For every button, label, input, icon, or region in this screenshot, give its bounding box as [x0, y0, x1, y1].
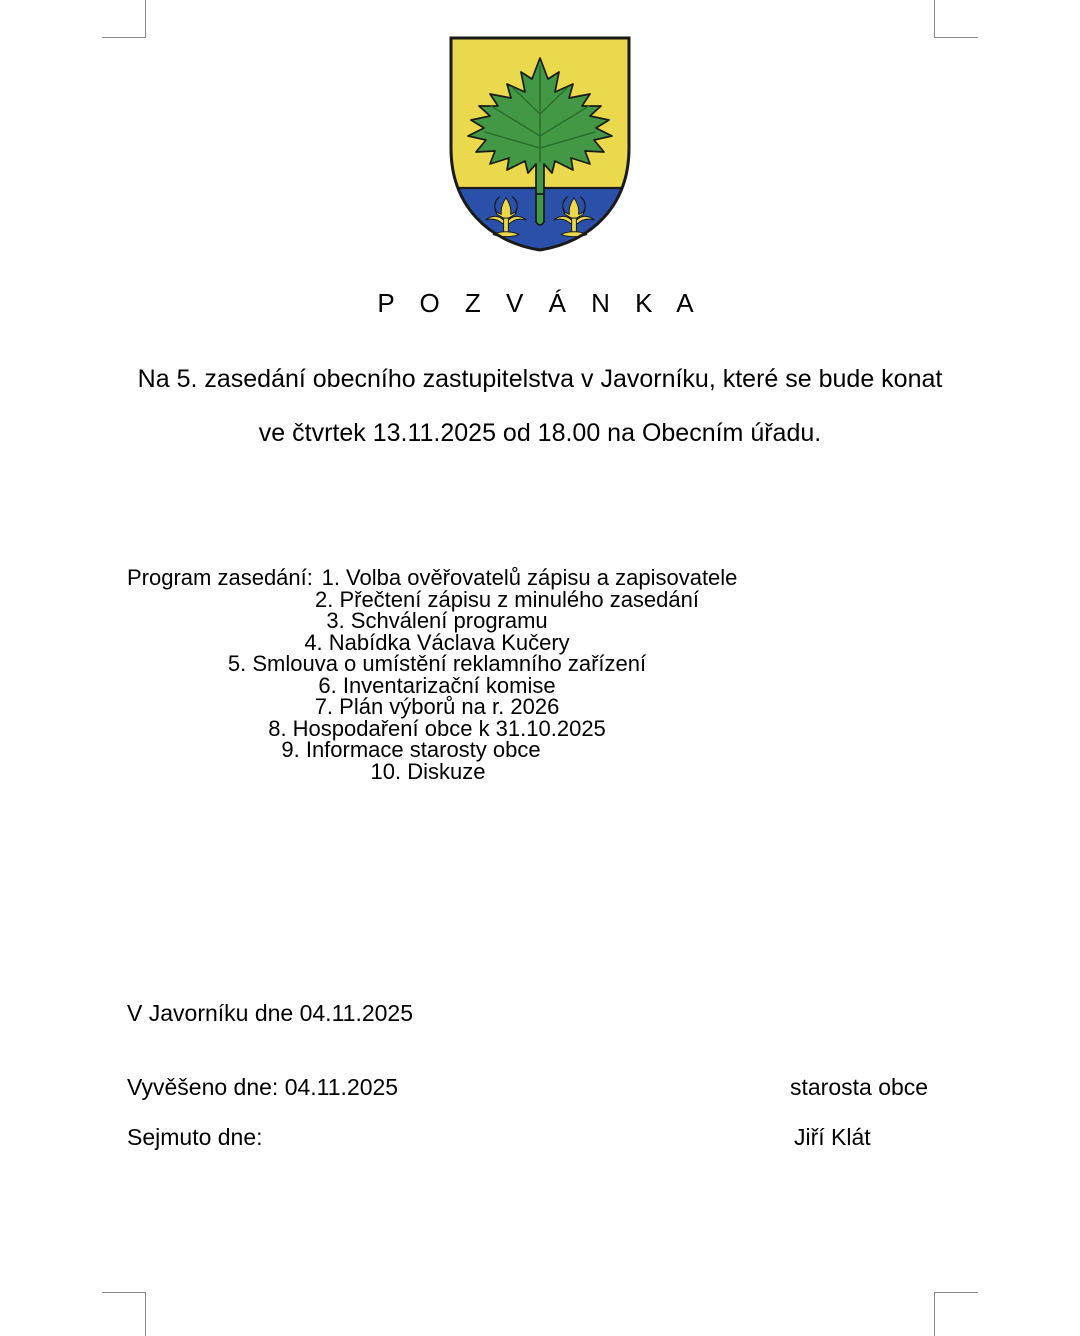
program-item: 5. Smlouva o umístění reklamního zařízení [227, 651, 647, 676]
program-item: 9. Informace starosty obce [281, 737, 541, 762]
crop-mark-top-left [102, 0, 146, 38]
crop-mark-vertical-rule [934, 0, 935, 38]
program-item: 2. Přečtení zápisu z minulého zasedání [314, 586, 699, 612]
crop-mark-vertical-rule [934, 1292, 935, 1336]
signer-name: Jiří Klát [794, 1124, 871, 1150]
program-item: 7. Plán výborů na r. 2026 [314, 694, 560, 719]
place-and-date: V Javorníku dne 04.11.2025 [127, 1000, 414, 1026]
program-block [127, 567, 747, 782]
program-item: 6. Inventarizační komise [318, 672, 556, 698]
signer-role: starosta obce [790, 1074, 929, 1100]
crop-mark-horizontal-rule [102, 37, 146, 38]
crop-mark-horizontal-rule [934, 1292, 978, 1293]
crop-mark-horizontal-rule [934, 37, 978, 38]
crop-mark-horizontal-rule [102, 1292, 146, 1293]
program-item: 3. Schválení programu [326, 608, 548, 633]
removed-date: Sejmuto dne: [127, 1124, 263, 1150]
crop-mark-bottom-right [934, 1292, 978, 1336]
crop-mark-vertical-rule [145, 1292, 146, 1336]
crop-mark-bottom-left [102, 1292, 146, 1336]
crop-mark-vertical-rule [145, 0, 146, 38]
program-list [127, 567, 747, 782]
crop-mark-top-right [934, 0, 978, 38]
program-item: 10. Diskuze [370, 758, 486, 784]
program-item: 8. Hospodaření obce k 31.10.2025 [268, 715, 606, 741]
page-title: P O Z V Á N K A [377, 288, 703, 318]
invitation-line-1: Na 5. zasedání obecního zastupitelstva v Javorníku, které se bude konat [137, 365, 943, 393]
program-item: 4. Nabídka Václava Kučery [304, 629, 570, 655]
posted-date: Vyvěšeno dne: 04.11.2025 [127, 1074, 399, 1100]
coat-of-arms-icon [449, 36, 631, 252]
program-label: Program zasedání: [127, 565, 313, 590]
invitation-line-2: ve čtvrtek 13.11.2025 od 18.00 na Obecním úřadu. [258, 419, 822, 447]
program-item: 1. Volba ověřovatelů zápisu a zapisovatele [321, 565, 738, 590]
